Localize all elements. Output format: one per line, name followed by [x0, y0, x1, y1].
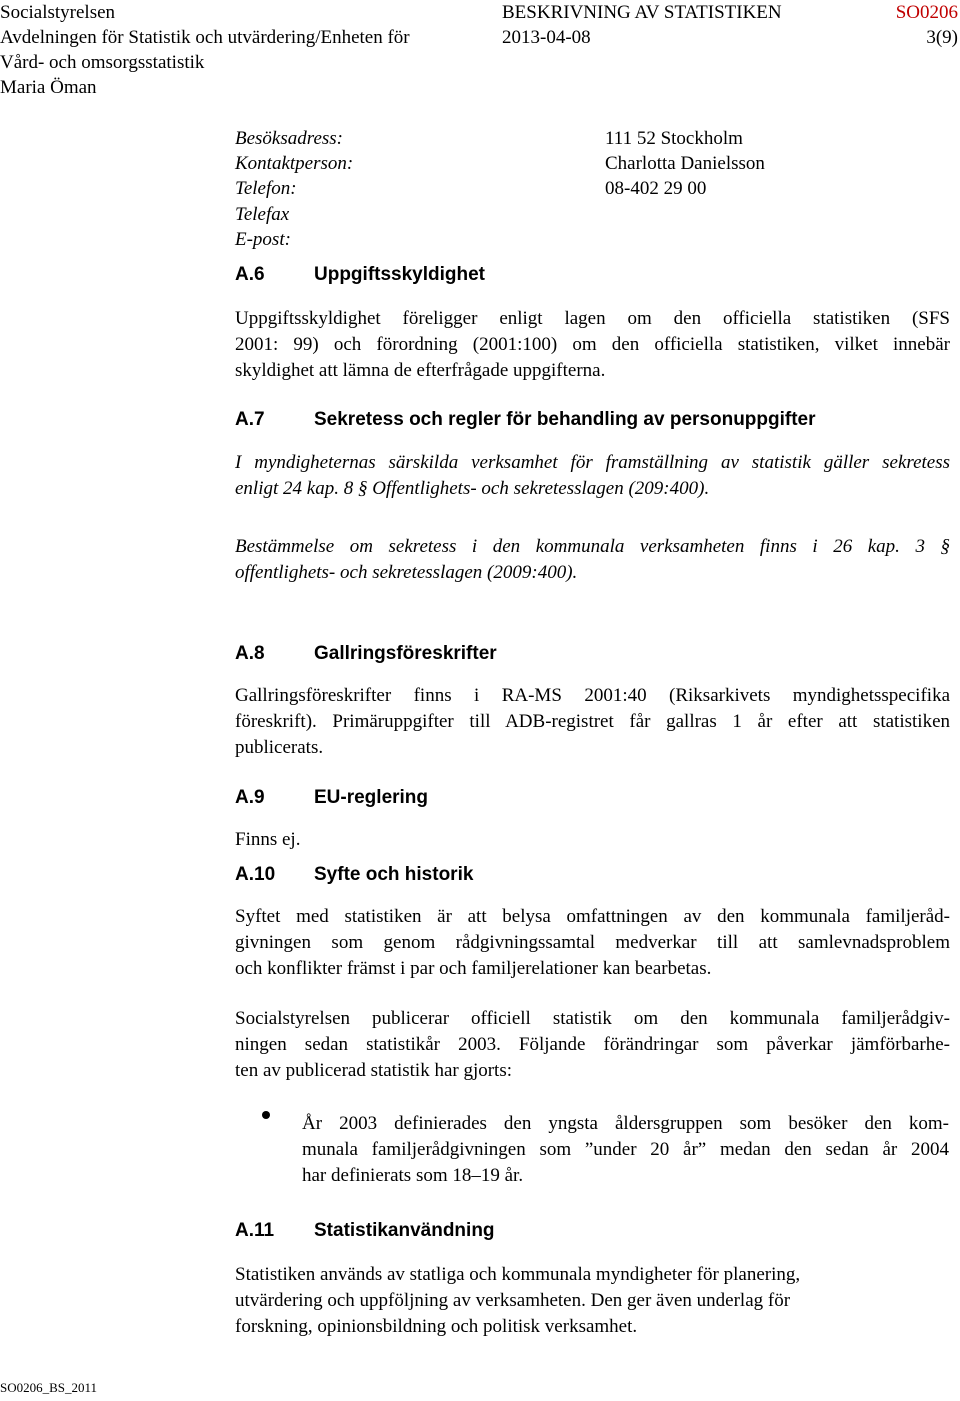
paragraph-line: offentlighets- och sekretesslagen (2009:400). [235, 562, 578, 583]
header-page-number: 3(9) [926, 27, 958, 48]
contact-label-visit-address: Besöksadress: [235, 128, 343, 149]
contact-label-fax: Telefax [235, 204, 290, 225]
section-a8-title: Gallringsföreskrifter [314, 643, 497, 664]
section-a7-paragraph-2 [235, 534, 950, 586]
header-author: Maria Öman [0, 77, 97, 98]
section-a8-paragraph [235, 683, 950, 761]
section-a8-number: A.8 [235, 643, 265, 664]
section-a10-bullet-item [302, 1111, 949, 1189]
bullet-line: munala familjerådgivningen som ”under 20 år” medan den sedan år 2004 [302, 1139, 949, 1160]
section-a7-title: Sekretess och regler för behandling av personuppgifter [314, 409, 816, 430]
paragraph-line: och konflikter främst i par och familjerelationer kan bearbetas. [235, 958, 712, 979]
paragraph-line: enligt 24 kap. 8 § Offentlighets- och sekretesslagen (209:400). [235, 478, 710, 499]
section-a9-text: Finns ej. [235, 829, 301, 850]
paragraph-line: Bestämmelse om sekretess i den kommunala verksamheten finns i 26 kap. 3 § [235, 536, 950, 557]
header-doc-type: BESKRIVNING AV STATISTIKEN [502, 2, 782, 23]
bullet-line: har definierats som 18–19 år. [302, 1165, 524, 1186]
contact-label-contact-person: Kontaktperson: [235, 153, 354, 174]
paragraph-line: ten av publicerad statistik har gjorts: [235, 1060, 513, 1081]
section-a6-paragraph [235, 306, 950, 384]
paragraph-line: Statistiken används av statliga och kommunala myndigheter för planering, [235, 1264, 801, 1285]
section-a10-paragraph-1 [235, 904, 950, 982]
paragraph-line: Gallringsföreskrifter finns i RA-MS 2001:40 (Riksarkivets myndighetsspecifika [235, 685, 950, 706]
contact-value-phone: 08-402 29 00 [605, 178, 707, 199]
section-a11-number: A.11 [235, 1220, 275, 1241]
paragraph-line: utvärdering och uppföljning av verksamheten. Den ger även underlag för [235, 1290, 791, 1311]
paragraph-line: givningen som genom rådgivningssamtal medverkar till att samlevnadsproblem [235, 932, 950, 953]
header-department-line1: Avdelningen för Statistik och utvärdering/Enheten för [0, 27, 410, 48]
section-a7-paragraph-1 [235, 450, 950, 502]
header-department-line2: Vård- och omsorgsstatistik [0, 52, 205, 73]
paragraph-line: skyldighet att lämna de efterfrågade uppgifterna. [235, 360, 606, 381]
contact-value-contact-person: Charlotta Danielsson [605, 153, 765, 174]
paragraph-line: publicerats. [235, 737, 324, 758]
paragraph-line: föreskrift). Primäruppgifter till ADB-registret får gallras 1 år efter att statistiken [235, 711, 950, 732]
header-date: 2013-04-08 [502, 27, 591, 48]
paragraph-line: Uppgiftsskyldighet föreligger enligt lagen om den officiella statistiken (SFS [235, 308, 950, 329]
paragraph-line: Syftet med statistiken är att belysa omfattningen av den kommunala familjeråd- [235, 906, 950, 927]
section-a10-number: A.10 [235, 864, 276, 885]
bullet-dot-icon [262, 1111, 270, 1119]
paragraph-line: forskning, opinionsbildning och politisk verksamhet. [235, 1316, 638, 1337]
footer-code: SO0206_BS_2011 [0, 1380, 98, 1395]
section-a9-number: A.9 [235, 787, 265, 808]
contact-label-email: E-post: [235, 229, 291, 250]
contact-value-visit-address: 111 52 Stockholm [605, 128, 743, 149]
bullet-line: År 2003 definierades den yngsta åldersgruppen som besöker den kom- [302, 1113, 949, 1134]
section-a11-title: Statistikanvändning [314, 1220, 495, 1241]
section-a7-number: A.7 [235, 409, 265, 430]
section-a6-title: Uppgiftsskyldighet [314, 264, 486, 285]
paragraph-line: ningen sedan statistikår 2003. Följande förändringar som påverkar jämförbarhe- [235, 1034, 950, 1055]
contact-label-phone: Telefon: [235, 178, 297, 199]
section-a11-paragraph [235, 1262, 950, 1340]
section-a9-title: EU-reglering [314, 787, 429, 808]
header-doc-code: SO0206 [895, 2, 958, 23]
header-org: Socialstyrelsen [0, 2, 116, 23]
paragraph-line: 2001: 99) och förordning (2001:100) om den officiella statistiken, vilket innebär [235, 334, 950, 355]
paragraph-line: Socialstyrelsen publicerar officiell statistik om den kommunala familjerådgiv- [235, 1008, 950, 1029]
paragraph-line: I myndigheternas särskilda verksamhet för framställning av statistik gäller sekretess [235, 452, 950, 473]
section-a6-number: A.6 [235, 264, 265, 285]
section-a10-title: Syfte och historik [314, 864, 474, 885]
section-a10-paragraph-2 [235, 1006, 950, 1084]
